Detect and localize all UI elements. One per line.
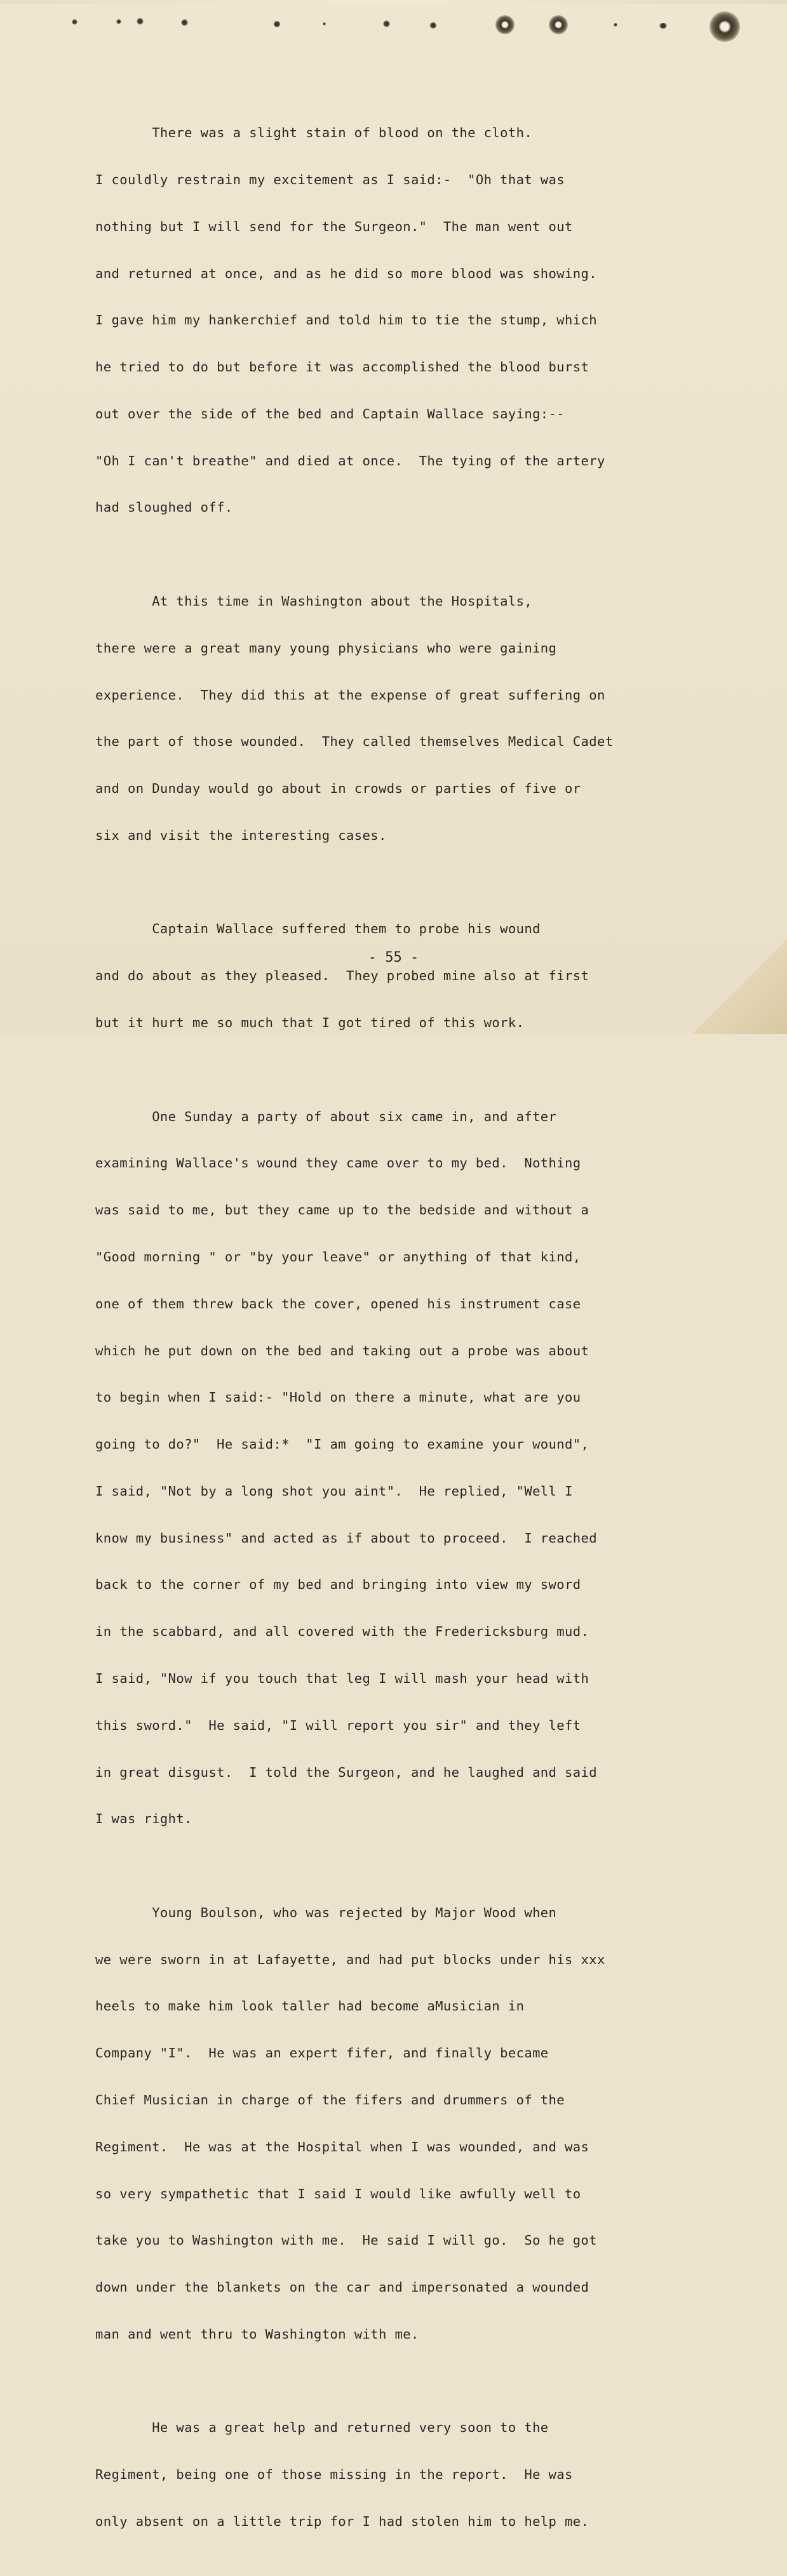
punch-hole [429, 22, 437, 29]
punch-hole [181, 19, 188, 26]
text-line: we were sworn in at Lafayette, and had put blocks under his xxx [95, 1951, 605, 1967]
text-line: in great disgust. I told the Surgeon, and he laughed and said [95, 1764, 598, 1780]
text-line: take you to Washington with me. He said I will go. So he got [95, 2233, 598, 2248]
punch-hole [495, 15, 515, 34]
text-line: Regiment. He was at the Hospital when I was wounded, and was [95, 2139, 589, 2154]
text-line: He was a great help and returned very soon to the [95, 2420, 549, 2436]
paragraph [95, 1874, 705, 2374]
paragraph [95, 2389, 705, 2561]
text-line: to begin when I said:- "Hold on there a minute, what are you [95, 1390, 581, 1405]
binder-holes [0, 0, 787, 44]
text-line: back to the corner of my bed and bringing into view my sword [95, 1577, 581, 1593]
text-line: know my business" and acted as if about to proceed. I reached [95, 1530, 598, 1546]
text-line: only absent on a little trip for I had stolen him to help me. [95, 2514, 589, 2530]
punch-hole [137, 18, 144, 25]
text-line: and on Dunday would go about in crowds or parties of five or [95, 781, 581, 797]
text-line: "Good morning " or "by your leave" or anything of that kind, [95, 1249, 581, 1265]
punch-hole [659, 23, 668, 29]
text-line: heels to make him look taller had become aMusician in [95, 1998, 525, 2014]
text-line: the part of those wounded. They called themselves Medical Cadet [95, 734, 614, 750]
text-line: so very sympathetic that I said I would like awfully well to [95, 2186, 581, 2201]
text-line: down under the blankets on the car and impersonated a wounded [95, 2280, 589, 2295]
text-line: nothing but I will send for the Surgeon." The man went out [95, 218, 573, 234]
text-line: out over the side of the bed and Captain Wallace saying:-- [95, 406, 565, 422]
text-line: in the scabbard, and all covered with the Fredericksburg mud. [95, 1624, 589, 1640]
paragraph [95, 94, 705, 547]
text-line: There was a slight stain of blood on the cloth. [95, 125, 533, 141]
text-line: Chief Musician in charge of the fifers and drummers of the [95, 2092, 565, 2108]
text-line: Captain Wallace suffered them to probe his wound [95, 921, 541, 937]
text-line: and do about as they pleased. They probed mine also at first [95, 968, 589, 984]
text-line: "Oh I can't breathe" and died at once. The tying of the artery [95, 453, 605, 468]
punch-hole [72, 19, 77, 25]
text-line: Company "I". He was an expert fifer, and finally became [95, 2045, 549, 2061]
page-number: - 55 - [368, 950, 419, 966]
text-line: I said, "Not by a long shot you aint". He replied, "Well I [95, 1483, 573, 1499]
punch-hole [614, 23, 617, 27]
text-line: man and went thru to Washington with me. [95, 2326, 419, 2342]
text-line: I was right. [95, 1811, 192, 1827]
text-line: examining Wallace's wound they came over to my bed. Nothing [95, 1155, 581, 1171]
text-line: experience. They did this at the expense of great suffering on [95, 687, 605, 703]
typed-text [95, 94, 705, 2576]
paragraph [95, 562, 705, 875]
punch-hole [710, 11, 740, 42]
paragraph [95, 890, 705, 1062]
text-line: I gave him my hankerchief and told him to tie the stump, which [95, 312, 598, 328]
text-line: and returned at once, and as he did so more blood was showing. [95, 265, 598, 281]
punch-hole [273, 21, 281, 27]
text-line: there were a great many young physicians who were gaining [95, 640, 557, 656]
text-line: At this time in Washington about the Hospitals, [95, 594, 533, 609]
text-line: one of them threw back the cover, opened his instrument case [95, 1296, 581, 1311]
text-line: One Sunday a party of about six came in, and after [95, 1108, 557, 1124]
punch-hole [549, 15, 568, 34]
text-line: I said, "Now if you touch that leg I will mash your head with [95, 1670, 589, 1686]
text-line: was said to me, but they came up to the bedside and without a [95, 1202, 589, 1218]
punch-hole [383, 20, 390, 27]
text-line: Regiment, being one of those missing in the report. He was [95, 2467, 573, 2483]
paragraph [95, 1077, 705, 1858]
punch-hole [116, 19, 121, 24]
text-line: but it hurt me so much that I got tired of this work. [95, 1015, 525, 1031]
page-corner [692, 939, 787, 1034]
text-line: Young Boulson, who was rejected by Major Wood when [95, 1904, 557, 1920]
text-line: I couldly restrain my excitement as I said:- "Oh that was [95, 171, 565, 187]
text-line: had sloughed off. [95, 500, 233, 515]
punch-hole [323, 22, 326, 25]
text-line: he tried to do but before it was accomplished the blood burst [95, 359, 589, 375]
text-line: this sword." He said, "I will report you sir" and they left [95, 1717, 581, 1733]
text-line: going to do?" He said:* "I am going to examine your wound", [95, 1437, 589, 1452]
text-line: six and visit the interesting cases. [95, 827, 387, 843]
text-line: which he put down on the bed and taking out a probe was about [95, 1343, 589, 1358]
